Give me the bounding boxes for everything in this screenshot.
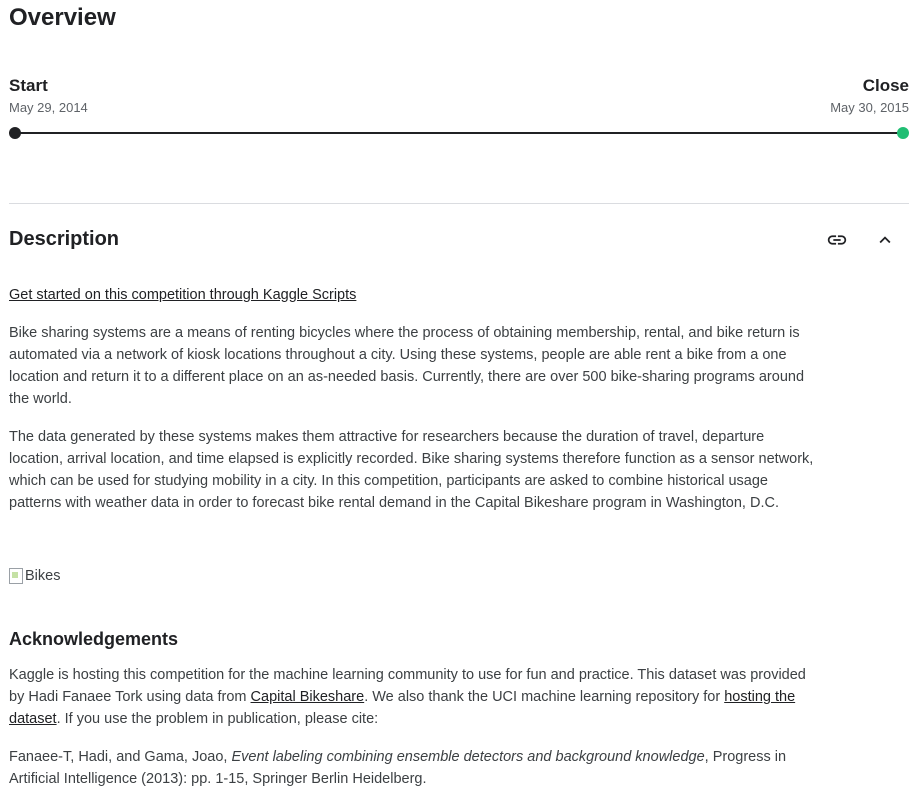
bikes-image-placeholder [9,568,60,584]
bikes-image-alt: Bikes [25,568,61,584]
acknowledgements-paragraph [9,664,817,730]
description-heading: Description [9,228,120,250]
competition-timeline [9,76,909,146]
copy-link-button[interactable] [823,226,851,254]
timeline-end-dot [897,127,909,139]
description-paragraph-2: The data generated by these systems makes them attractive for researchers because the duration of travel, departure location, arrival location, and time elapsed is explicitly recorded. Bike sharing systems therefore function as a sensor network, which can be used for studying mobility in a city. In this competition, participants are asked to combine historical usage patterns with weather data in order to forecast bike rental demand in the Capital Bikeshare program in Washington, D.C. [9,429,814,511]
ack-text-3: . If you use the problem in publication, please cite: [56,711,379,727]
ack-text-2: . We also thank the UCI machine learning repository for [364,689,725,705]
chevron-up-icon [874,229,896,251]
timeline-start-label: Start [9,76,48,95]
collapse-section-button[interactable] [871,226,899,254]
citation-title: Event labeling combining ensemble detectors and background knowledge [231,749,705,765]
description-paragraph-1: Bike sharing systems are a means of renting bicycles where the process of obtaining membership, rental, and bike return is automated via a network of kiosk locations throughout a city. Using these systems, people are able rent a bike from a one location and return it to a different place on an as-needed basis. Currently, there are over 500 bike-sharing programs around the world. [9,325,805,407]
hosting-dataset-link[interactable]: hosting the dataset [9,689,796,727]
kaggle-scripts-link[interactable]: Get started on this competition through Kaggle Scripts [9,287,357,303]
timeline-start-dot [9,127,21,139]
citation-authors: Fanaee-T, Hadi, and Gama, Joao, [9,749,232,765]
broken-image-icon [9,568,23,584]
link-icon [826,229,848,251]
acknowledgements-content [9,664,817,806]
timeline-start-date: May 29, 2014 [9,100,88,115]
timeline-close-label: Close [862,76,909,95]
section-divider [9,203,909,204]
timeline-line [14,132,904,134]
capital-bikeshare-link[interactable]: Capital Bikeshare [250,689,365,705]
overview-heading: Overview [9,4,116,31]
description-content [9,284,817,530]
citation-rest: , Progress in Artificial Intelligence (2013): pp. 1-15, Springer Berlin Heidelberg. [9,749,787,787]
citation-paragraph [9,746,817,790]
ack-text-1: Kaggle is hosting this competition for the machine learning community to use for fun and practice. This dataset was provided by Hadi Fanaee Tork using data from [9,667,806,705]
acknowledgements-heading: Acknowledgements [9,629,179,649]
timeline-close-date: May 30, 2015 [830,100,909,115]
